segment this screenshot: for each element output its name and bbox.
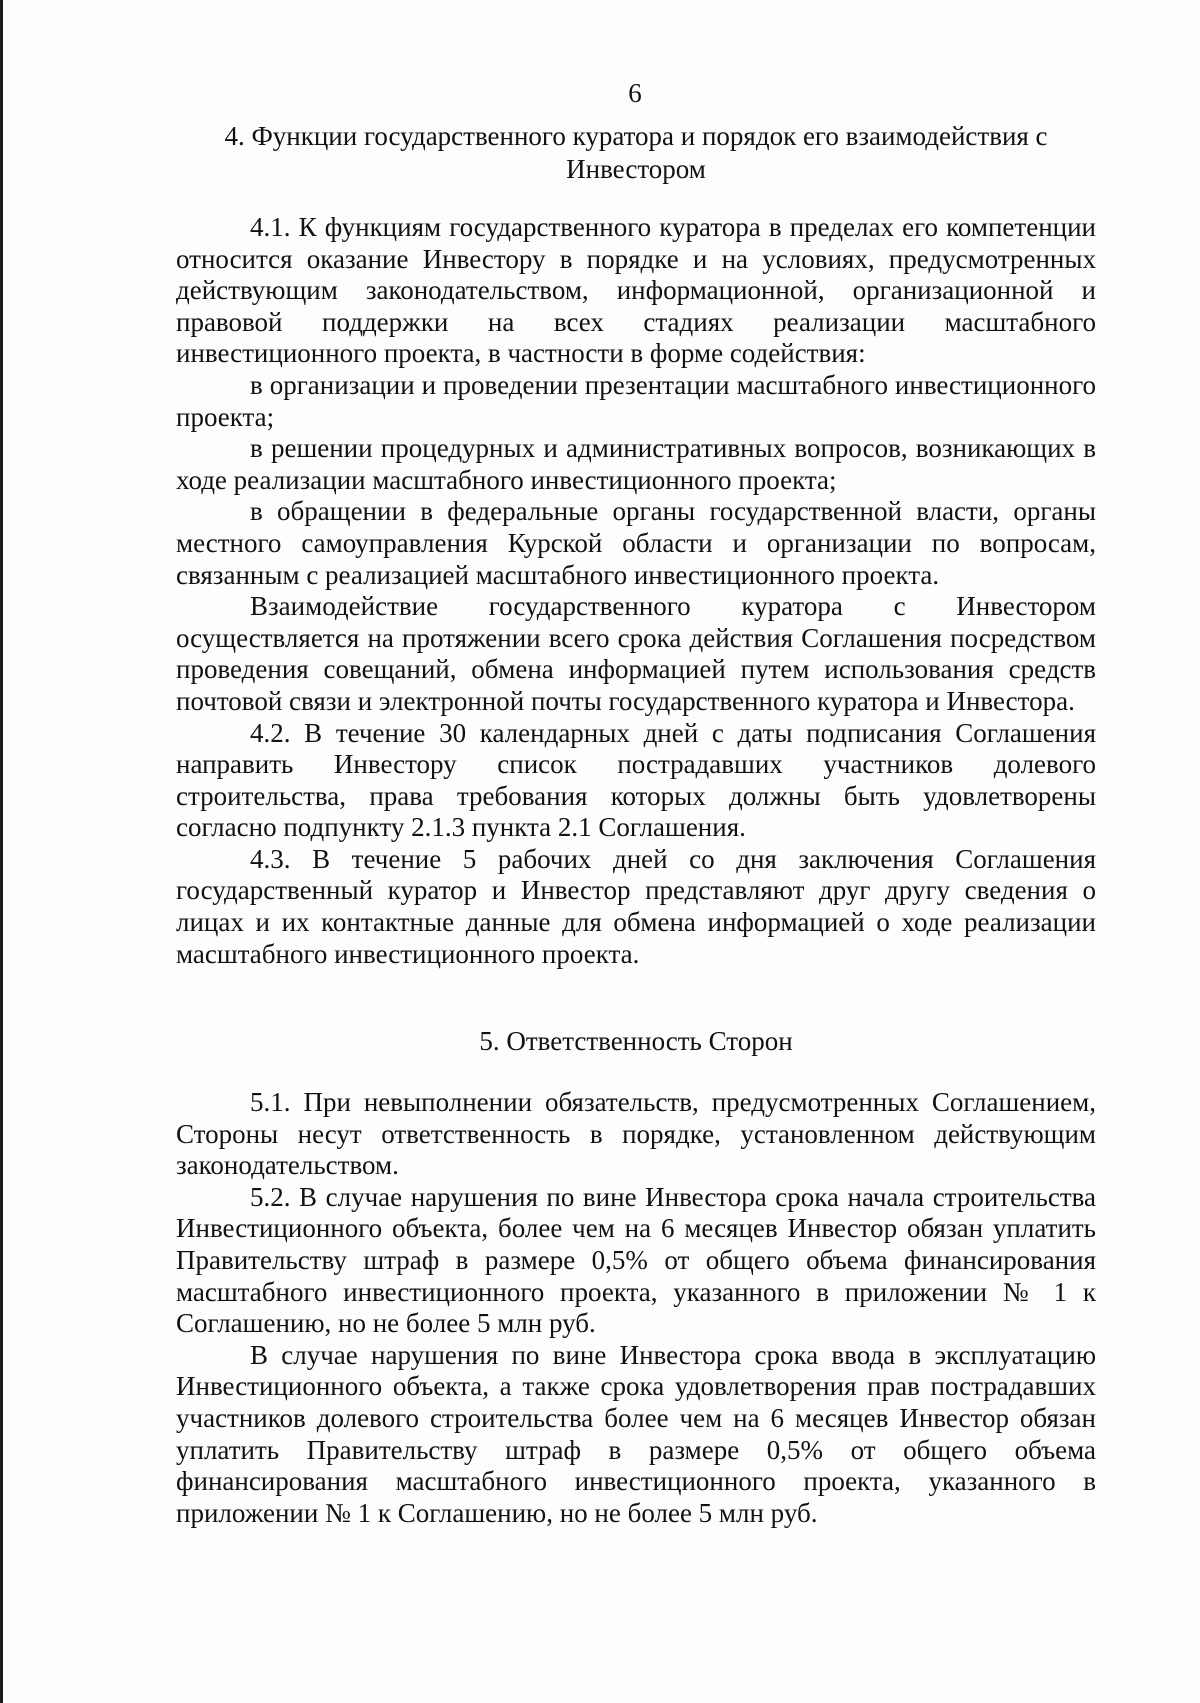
paragraph-4-1: 4.1. К функциям государственного куратора в пределах его компетенции относится оказание Инвестору в порядке и на условиях, предусмотренных действующим законодательством, информационной, организационной и правовой поддержки на всех стадиях реализации масштабного инвестиционного проекта, в частности в форме содействия:	[176, 212, 1096, 369]
section-5-body	[176, 1087, 1096, 1529]
section-4-body	[176, 212, 1096, 970]
paragraph-presentation: в организации и проведении презентации масштабного инвестиционного проекта;	[176, 369, 1096, 432]
paragraph-interaction: Взаимодействие государственного куратора с Инвестором осуществляется на протяжении всего срока действия Соглашения посредством проведения совещаний, обмена информацией путем использования средств почтовой связи и электронной почты государственного куратора и Инвестора.	[176, 591, 1096, 716]
section-5-heading: 5. Ответственность Сторон	[479, 1026, 793, 1056]
paragraph-5-2: 5.2. В случае нарушения по вине Инвестора срока начала строительства Инвестиционного объекта, более чем на 6 месяцев Инвестор обязан уплатить Правительству штраф в размере 0,5% от общего объема финансирования масштабного инвестиционного проекта, указанного в приложении № 1 к Соглашению, но не более 5 млн руб.	[176, 1181, 1096, 1339]
section-4-heading: 4. Функции государственного куратора и порядок его взаимодействия с Инвестором	[224, 121, 1048, 184]
paragraph-5-1: 5.1. При невыполнении обязательств, предусмотренных Соглашением, Стороны несут ответственность в порядке, установленном действующим законодательством.	[176, 1087, 1096, 1181]
scan-left-edge	[0, 0, 3, 1703]
paragraph-4-3: 4.3. В течение 5 рабочих дней со дня заключения Соглашения государственный куратор и Инвестор представляют друг другу сведения о лицах и их контактные данные для обмена информацией о ходе реализации масштабного инвестиционного проекта.	[176, 843, 1096, 969]
page-number: 6	[628, 78, 642, 108]
paragraph-procedural: в решении процедурных и административных вопросов, возникающих в ходе реализации масштабного инвестиционного проекта;	[176, 433, 1096, 495]
paragraph-4-2: 4.2. В течение 30 календарных дней с даты подписания Соглашения направить Инвестору список пострадавших участников долевого строительства, права требования которых должны быть удовлетворены согласно подпункту 2.1.3 пункта 2.1 Соглашения.	[176, 717, 1096, 843]
paragraph-5-2-continued: В случае нарушения по вине Инвестора срока ввода в эксплуатацию Инвестиционного объекта, а также срока удовлетворения прав пострадавших участников долевого строительства более чем на 6 месяцев Инвестор обязан уплатить Правительству штраф в размере 0,5% от общего объема финансирования масштабного инвестиционного проекта, указанного в приложении № 1 к Соглашению, но не более 5 млн руб.	[176, 1339, 1096, 1528]
paragraph-appeals: в обращении в федеральные органы государственной власти, органы местного самоуправления Курской области и организации по вопросам, связанным с реализацией масштабного инвестиционного проекта.	[176, 496, 1096, 590]
